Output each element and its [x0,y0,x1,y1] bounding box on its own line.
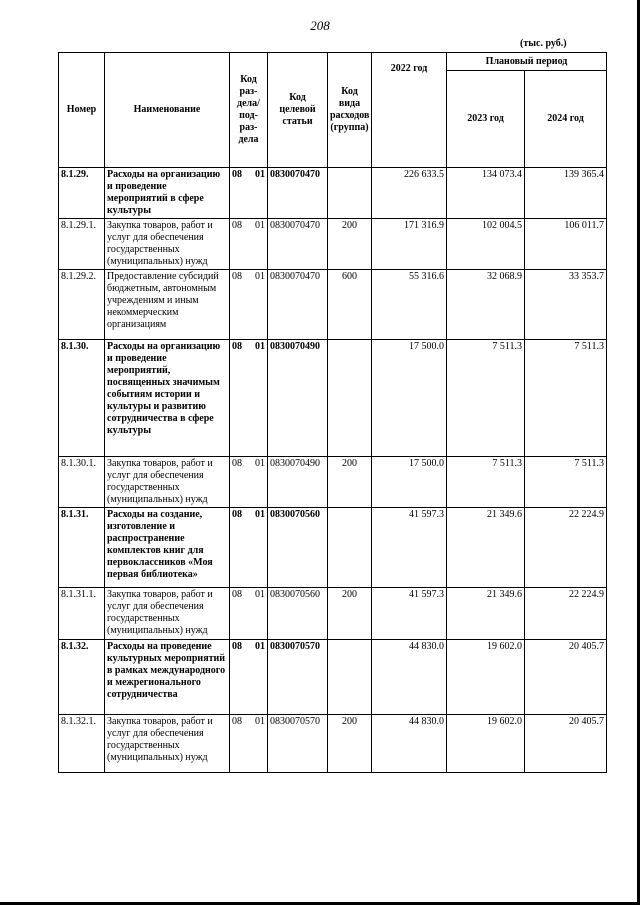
row-amount-2022: 41 597.3 [372,588,447,640]
row-podrazdel: 01 [255,641,265,652]
row-amount-2022: 226 633.5 [372,168,447,219]
row-podrazdel: 01 [255,220,265,231]
row-amount-2024: 139 365.4 [525,168,607,219]
row-razdel: 08 [232,341,242,352]
table-row [59,640,607,715]
budget-table [58,52,607,773]
row-name: Расходы на организацию и проведение мероприятий, посвященных значимым событиям истории и культуры и развитию сотрудничества в сфере культуры [105,340,230,457]
row-expense-code [328,508,372,588]
row-amount-2023: 7 511.3 [447,457,525,508]
row-expense-code: 200 [328,588,372,640]
row-razdel: 08 [232,169,242,180]
row-amount-2023: 7 511.3 [447,340,525,457]
row-name: Закупка товаров, работ и услуг для обеспечения государственных (муниципальных) нужд [105,457,230,508]
row-amount-2022: 17 500.0 [372,457,447,508]
page-number: 208 [310,18,330,33]
table-row [59,168,607,219]
row-target-code: 0830070490 [268,340,328,457]
row-number: 8.1.30.1. [59,457,105,508]
row-name: Закупка товаров, работ и услуг для обеспечения государственных (муниципальных) нужд [105,219,230,270]
row-amount-2023: 102 004.5 [447,219,525,270]
table-row [59,270,607,340]
row-amount-2024: 106 011.7 [525,219,607,270]
row-amount-2023: 19 602.0 [447,640,525,715]
header-section-code: Код раз-дела/ под-раз-дела [230,53,268,168]
row-amount-2024: 7 511.3 [525,340,607,457]
row-number: 8.1.31. [59,508,105,588]
row-amount-2023: 32 068.9 [447,270,525,340]
row-podrazdel: 01 [255,716,265,727]
row-section-code [230,715,268,773]
unit-note: (тыс. руб.) [520,38,567,49]
row-section-code [230,508,268,588]
row-amount-2022: 17 500.0 [372,340,447,457]
row-number: 8.1.29.1. [59,219,105,270]
row-expense-code: 200 [328,219,372,270]
row-target-code: 0830070560 [268,508,328,588]
row-number: 8.1.31.1. [59,588,105,640]
table-row [59,457,607,508]
row-name: Закупка товаров, работ и услуг для обеспечения государственных (муниципальных) нужд [105,588,230,640]
row-amount-2022: 44 830.0 [372,640,447,715]
row-expense-code: 200 [328,457,372,508]
row-razdel: 08 [232,641,242,652]
row-amount-2024: 22 224.9 [525,508,607,588]
table-body [59,168,607,773]
row-name: Расходы на проведение культурных мероприятий в рамках международного и межрегионального сотрудничества [105,640,230,715]
row-expense-code [328,168,372,219]
row-section-code [230,270,268,340]
row-section-code [230,588,268,640]
row-target-code: 0830070570 [268,640,328,715]
row-podrazdel: 01 [255,169,265,180]
row-amount-2023: 134 073.4 [447,168,525,219]
row-number: 8.1.32.1. [59,715,105,773]
row-razdel: 08 [232,220,242,231]
row-section-code [230,640,268,715]
row-section-code [230,457,268,508]
row-amount-2022: 41 597.3 [372,508,447,588]
header-year-2024: 2024 год [525,71,607,168]
header-number: Номер [59,53,105,168]
row-name: Расходы на создание, изготовление и распространение комплектов книг для первоклассников «Моя первая библиотека» [105,508,230,588]
row-section-code [230,219,268,270]
row-razdel: 08 [232,716,242,727]
header-target-code: Код целевой статьи [268,53,328,168]
row-amount-2024: 22 224.9 [525,588,607,640]
row-target-code: 0830070470 [268,219,328,270]
row-expense-code: 600 [328,270,372,340]
row-number: 8.1.30. [59,340,105,457]
row-podrazdel: 01 [255,509,265,520]
row-amount-2023: 21 349.6 [447,508,525,588]
row-amount-2022: 55 316.6 [372,270,447,340]
row-amount-2024: 20 405.7 [525,640,607,715]
row-razdel: 08 [232,271,242,282]
table-row [59,340,607,457]
row-target-code: 0830070470 [268,168,328,219]
header-expense-code: Код вида расходов (группа) [328,53,372,168]
row-razdel: 08 [232,458,242,469]
row-razdel: 08 [232,589,242,600]
table-row [59,508,607,588]
header-name: Наименование [105,53,230,168]
row-expense-code: 200 [328,715,372,773]
header-planning-period: Плановый период [447,53,607,71]
row-target-code: 0830070470 [268,270,328,340]
table-row [59,715,607,773]
row-podrazdel: 01 [255,589,265,600]
row-target-code: 0830070570 [268,715,328,773]
row-podrazdel: 01 [255,271,265,282]
row-name: Расходы на организацию и проведение мероприятий в сфере культуры [105,168,230,219]
row-amount-2024: 7 511.3 [525,457,607,508]
table-row [59,219,607,270]
row-section-code [230,340,268,457]
row-target-code: 0830070490 [268,457,328,508]
row-name: Закупка товаров, работ и услуг для обеспечения государственных (муниципальных) нужд [105,715,230,773]
row-amount-2023: 21 349.6 [447,588,525,640]
row-podrazdel: 01 [255,341,265,352]
table-row [59,588,607,640]
row-amount-2024: 33 353.7 [525,270,607,340]
row-amount-2022: 44 830.0 [372,715,447,773]
row-razdel: 08 [232,509,242,520]
row-podrazdel: 01 [255,458,265,469]
row-number: 8.1.29.2. [59,270,105,340]
row-expense-code [328,340,372,457]
row-name: Предоставление субсидий бюджетным, автономным учреждениям и иным некоммерческим организациям [105,270,230,340]
row-number: 8.1.32. [59,640,105,715]
header-year-2023: 2023 год [447,71,525,168]
header-year-2022: 2022 год [372,53,447,168]
row-amount-2023: 19 602.0 [447,715,525,773]
row-amount-2022: 171 316.9 [372,219,447,270]
row-number: 8.1.29. [59,168,105,219]
row-amount-2024: 20 405.7 [525,715,607,773]
row-section-code [230,168,268,219]
row-target-code: 0830070560 [268,588,328,640]
row-expense-code [328,640,372,715]
